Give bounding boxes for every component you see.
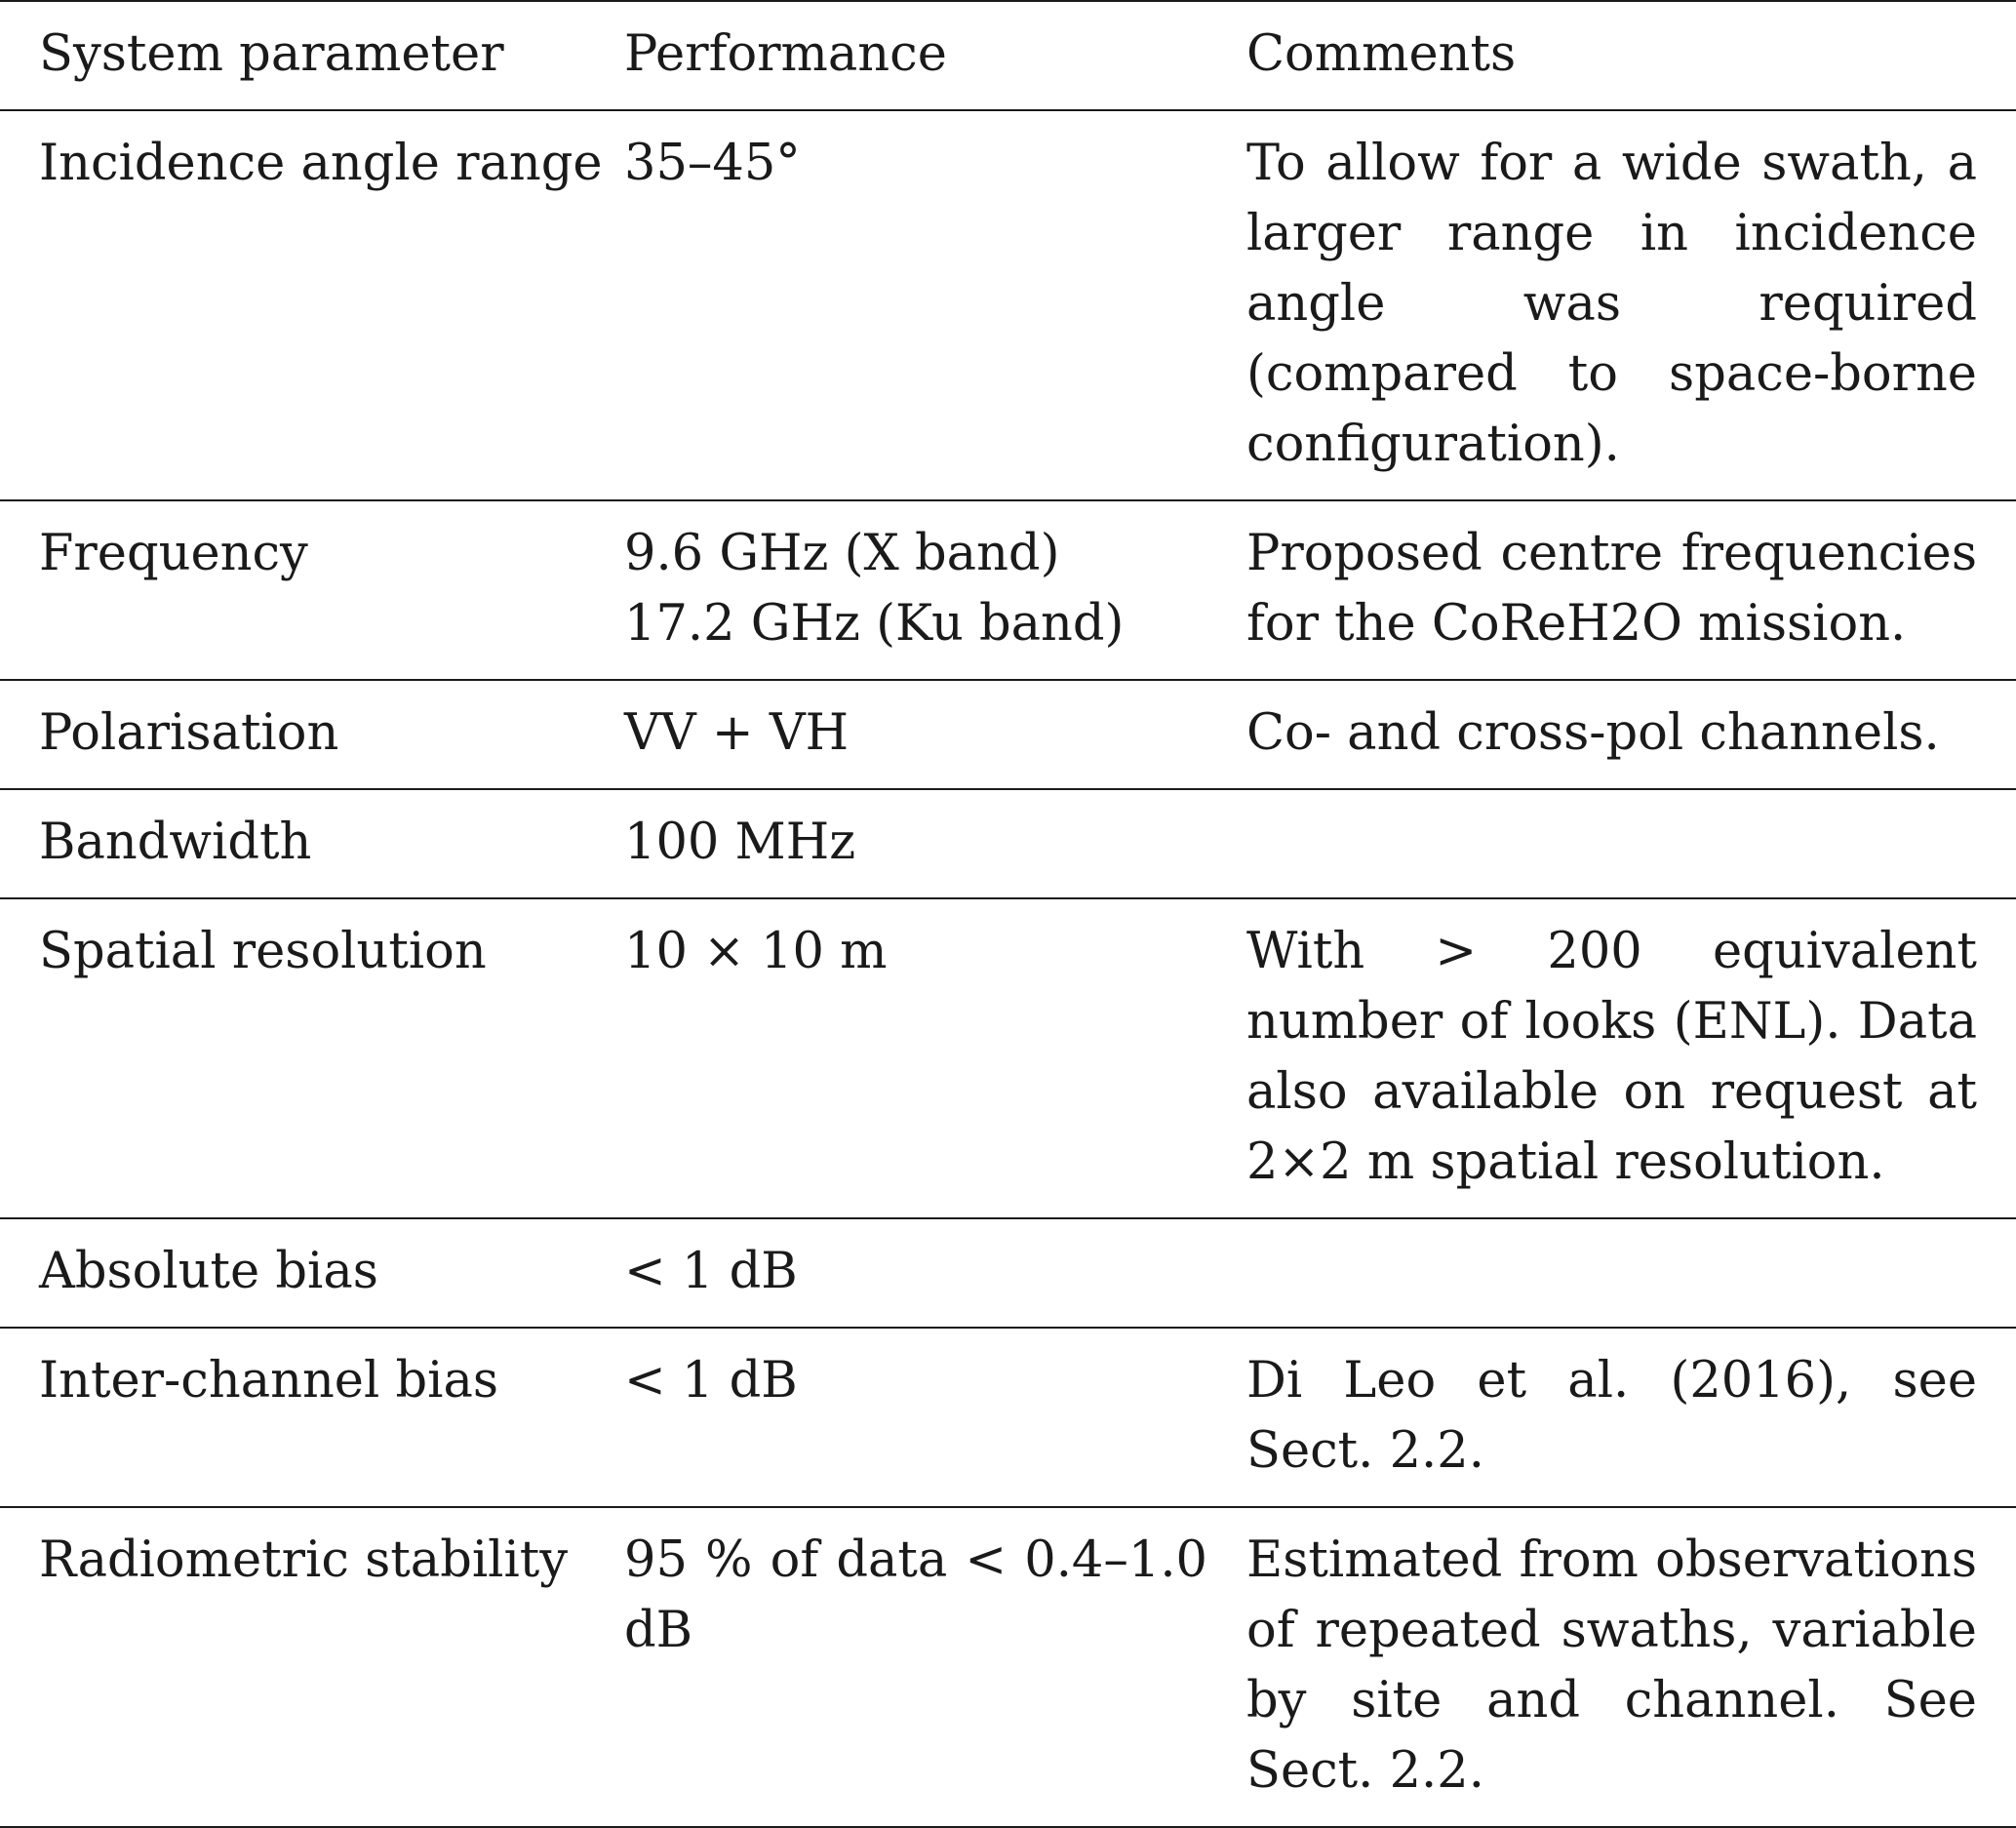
performance-cell <box>624 500 1246 680</box>
table-row <box>0 500 2016 680</box>
table-row <box>0 898 2016 1218</box>
table-row <box>0 680 2016 789</box>
performance-cell: VV + VH <box>624 704 850 762</box>
parameter-cell: Radiometric stability <box>39 1531 569 1589</box>
comments-cell: With > 200 equivalent number of looks (ENL). Data also available on request at 2×2 m spatial resolution. <box>1246 923 1977 1191</box>
performance-line: 9.6 GHz (X band) <box>624 525 1060 582</box>
performance-cell: 100 MHz <box>624 814 856 871</box>
table-row <box>0 1218 2016 1328</box>
comments-cell: Estimated from observations of repeated swaths, variable by site and channel. See Sect. 2.2. <box>1246 1531 1977 1800</box>
table-row <box>0 1507 2016 1827</box>
header-system-parameter: System parameter <box>39 25 504 83</box>
performance-cell: 35–45° <box>624 135 801 192</box>
comments-cell: Proposed centre frequencies for the CoReH2O mission. <box>1246 525 1977 653</box>
parameter-cell: Frequency <box>39 525 308 582</box>
parameter-cell: Spatial resolution <box>39 923 487 980</box>
comments-cell <box>1246 1218 2016 1328</box>
header-comments: Comments <box>1246 25 1517 83</box>
performance-cell: < 1 dB <box>624 1352 798 1410</box>
comments-cell: Co- and cross-pol channels. <box>1246 704 1940 762</box>
performance-cell: 10 × 10 m <box>624 923 888 980</box>
table-header-row <box>0 1 2016 110</box>
header-performance: Performance <box>624 25 947 83</box>
table-row <box>0 1328 2016 1507</box>
performance-cell: < 1 dB <box>624 1243 798 1300</box>
parameter-cell: Bandwidth <box>39 814 312 871</box>
table-row <box>0 110 2016 500</box>
comments-cell: Di Leo et al. (2016), see Sect. 2.2. <box>1246 1352 1977 1480</box>
comments-cell <box>1246 789 2016 898</box>
parameter-cell: Inter-channel bias <box>39 1352 499 1410</box>
comments-cell: To allow for a wide swath, a larger range in incidence angle was required (compared to space-borne configuration). <box>1246 135 1977 473</box>
parameter-cell: Absolute bias <box>39 1243 378 1300</box>
parameter-cell: Polarisation <box>39 704 339 762</box>
table-row <box>0 789 2016 898</box>
performance-cell: 95 % of data < 0.4–1.0 dB <box>624 1531 1207 1659</box>
performance-line: 17.2 GHz (Ku band) <box>624 595 1125 653</box>
parameter-cell: Incidence angle range <box>39 135 603 192</box>
